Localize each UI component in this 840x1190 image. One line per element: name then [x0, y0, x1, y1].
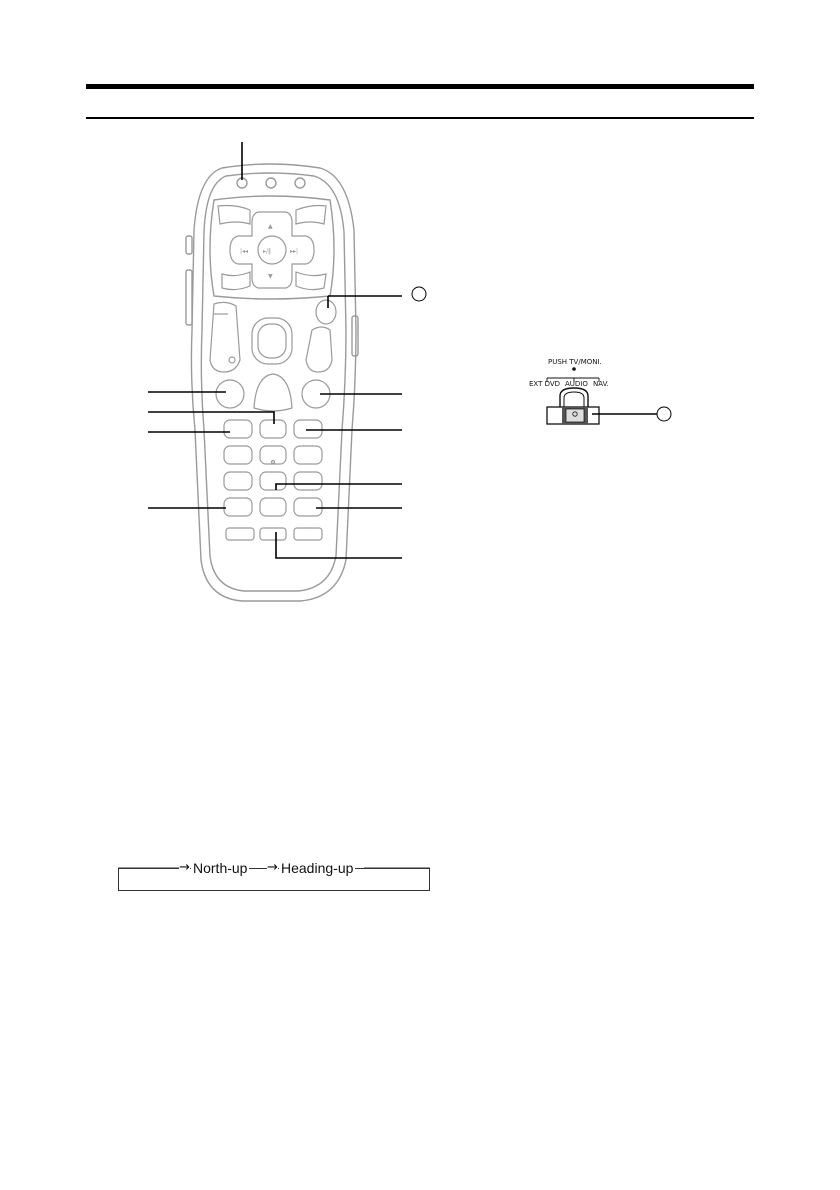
svg-text:▲: ▲	[268, 223, 273, 230]
selector-position-audio: AUDIO	[565, 380, 588, 388]
svg-text:▸/‖: ▸/‖	[263, 248, 272, 255]
mode-cycle-row	[118, 856, 430, 880]
arrow-to-heading-up-icon: →	[267, 860, 278, 875]
joystick-area	[210, 300, 336, 372]
svg-text:▸▸|: ▸▸|	[290, 248, 299, 255]
arrow-to-north-up-icon: →	[179, 860, 190, 875]
selector-position-nav: NAV.	[593, 380, 609, 388]
selector-position-ext-dvd: EXT DVD	[529, 380, 561, 388]
mode-heading-up: Heading-up	[281, 860, 354, 876]
callout-lines	[148, 142, 402, 558]
svg-text:▼: ▼	[268, 273, 273, 280]
svg-text:|◂◂: |◂◂	[240, 248, 249, 255]
function-row	[216, 374, 330, 411]
keypad	[224, 420, 322, 540]
mode-north-up: North-up	[193, 860, 248, 876]
callout-circles	[412, 287, 671, 421]
selector-top-label: PUSH TV/MONI.	[548, 358, 602, 366]
dpad-glyphs	[240, 223, 298, 280]
mode-selector	[529, 358, 657, 424]
